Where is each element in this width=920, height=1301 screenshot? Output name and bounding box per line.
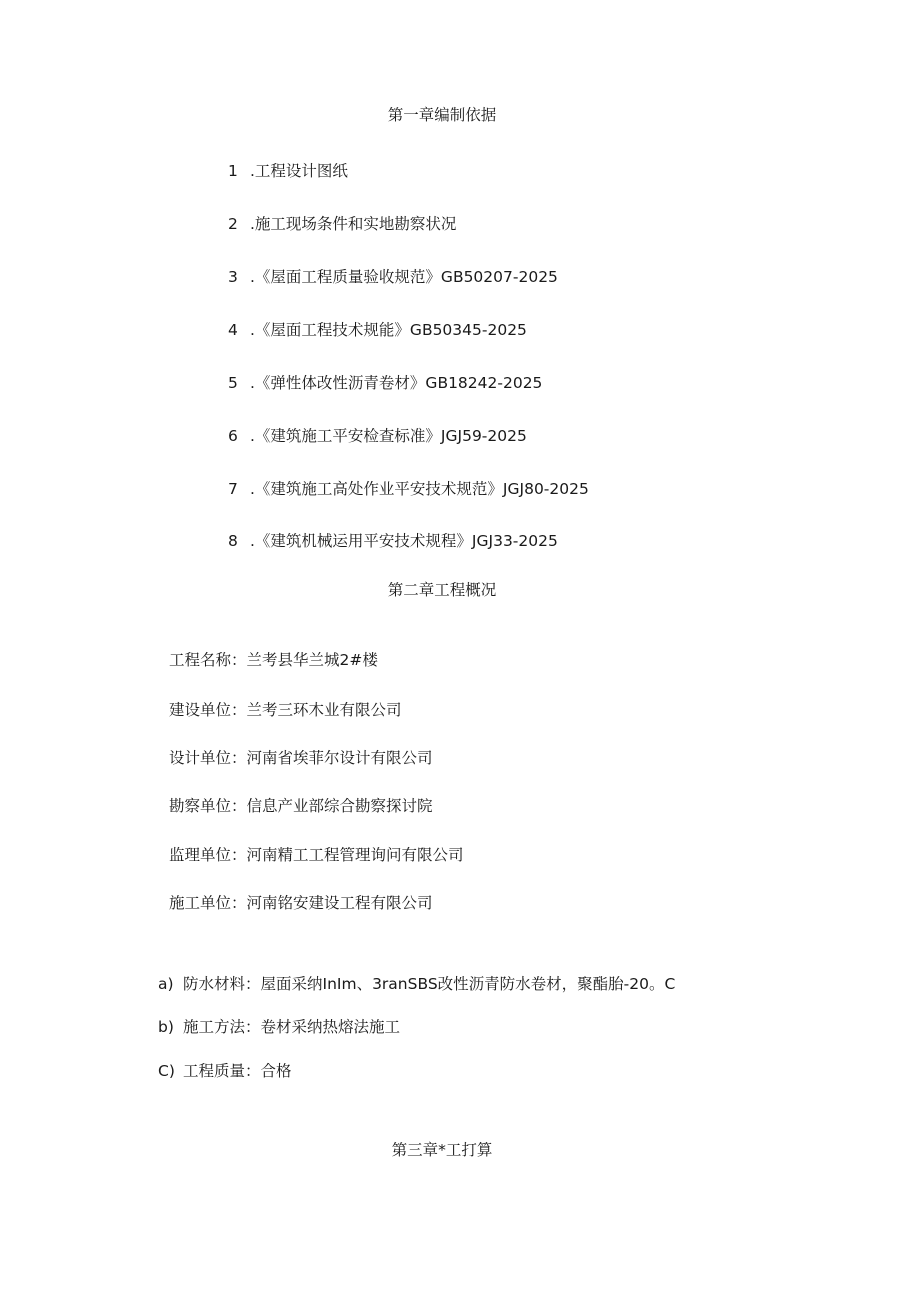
basis-item-text: .施工现场条件和实地勘察状况 [250,215,457,233]
sub-item-c [158,1061,292,1081]
basis-item-text: .《屋面工程质量验收规范》GB50207-2025 [250,268,558,286]
basis-item-3 [228,267,558,287]
basis-item-8 [228,531,558,551]
survey-unit: 勘察单位：信息产业部综合勘察探讨院 [169,797,433,815]
chapter-3-title: 第三章*工打算 [391,1141,493,1159]
basis-item-5 [228,373,542,393]
sub-item-text: 工程质量：合格 [183,1062,292,1080]
basis-item-4 [228,320,527,340]
sub-item-marker: a) [158,975,174,993]
basis-item-2 [228,214,456,234]
sub-item-a [158,974,675,994]
basis-item-number: 6 [228,427,238,445]
basis-item-text: .工程设计图纸 [250,162,348,180]
basis-item-text: .《建筑施工平安检查标准》JGJ59-2025 [250,427,527,445]
basis-item-number: 1 [228,162,238,180]
design-unit: 设计单位：河南省埃菲尔设计有限公司 [169,749,433,767]
supervision-unit: 监理单位：河南精工工程管理询问有限公司 [169,846,464,864]
chapter-1-title: 第一章编制依据 [387,106,497,124]
chapter-2-title: 第二章工程概况 [387,581,497,599]
basis-item-text: .《建筑施工高处作业平安技术规范》JGJ80-2025 [250,480,589,498]
basis-item-number: 7 [228,480,238,498]
basis-item-text: .《建筑机械运用平安技术规程》JGJ33-2025 [250,532,558,550]
basis-item-number: 3 [228,268,238,286]
basis-item-number: 2 [228,215,238,233]
sub-item-marker: C) [158,1062,175,1080]
basis-item-6 [228,426,527,446]
sub-item-b [158,1017,400,1037]
project-name: 工程名称：兰考县华兰城2#楼 [169,651,378,669]
construction-unit: 建设单位：兰考三环木业有限公司 [169,701,402,719]
basis-item-7 [228,479,589,499]
basis-item-text: .《屋面工程技术规能》GB50345-2025 [250,321,527,339]
basis-item-number: 8 [228,532,238,550]
basis-item-number: 5 [228,374,238,392]
basis-item-number: 4 [228,321,238,339]
sub-item-text: 施工方法：卷材采纳热熔法施工 [183,1018,401,1036]
sub-item-marker: b) [158,1018,174,1036]
sub-item-text: 防水材料：屋面采纳InIm、3ranSBS改性沥青防水卷材，聚酯胎-20。C [183,975,676,993]
basis-item-text: .《弹性体改性沥青卷材》GB18242-2025 [250,374,543,392]
contractor-unit: 施工单位：河南铭安建设工程有限公司 [169,894,433,912]
basis-item-1 [228,161,348,181]
